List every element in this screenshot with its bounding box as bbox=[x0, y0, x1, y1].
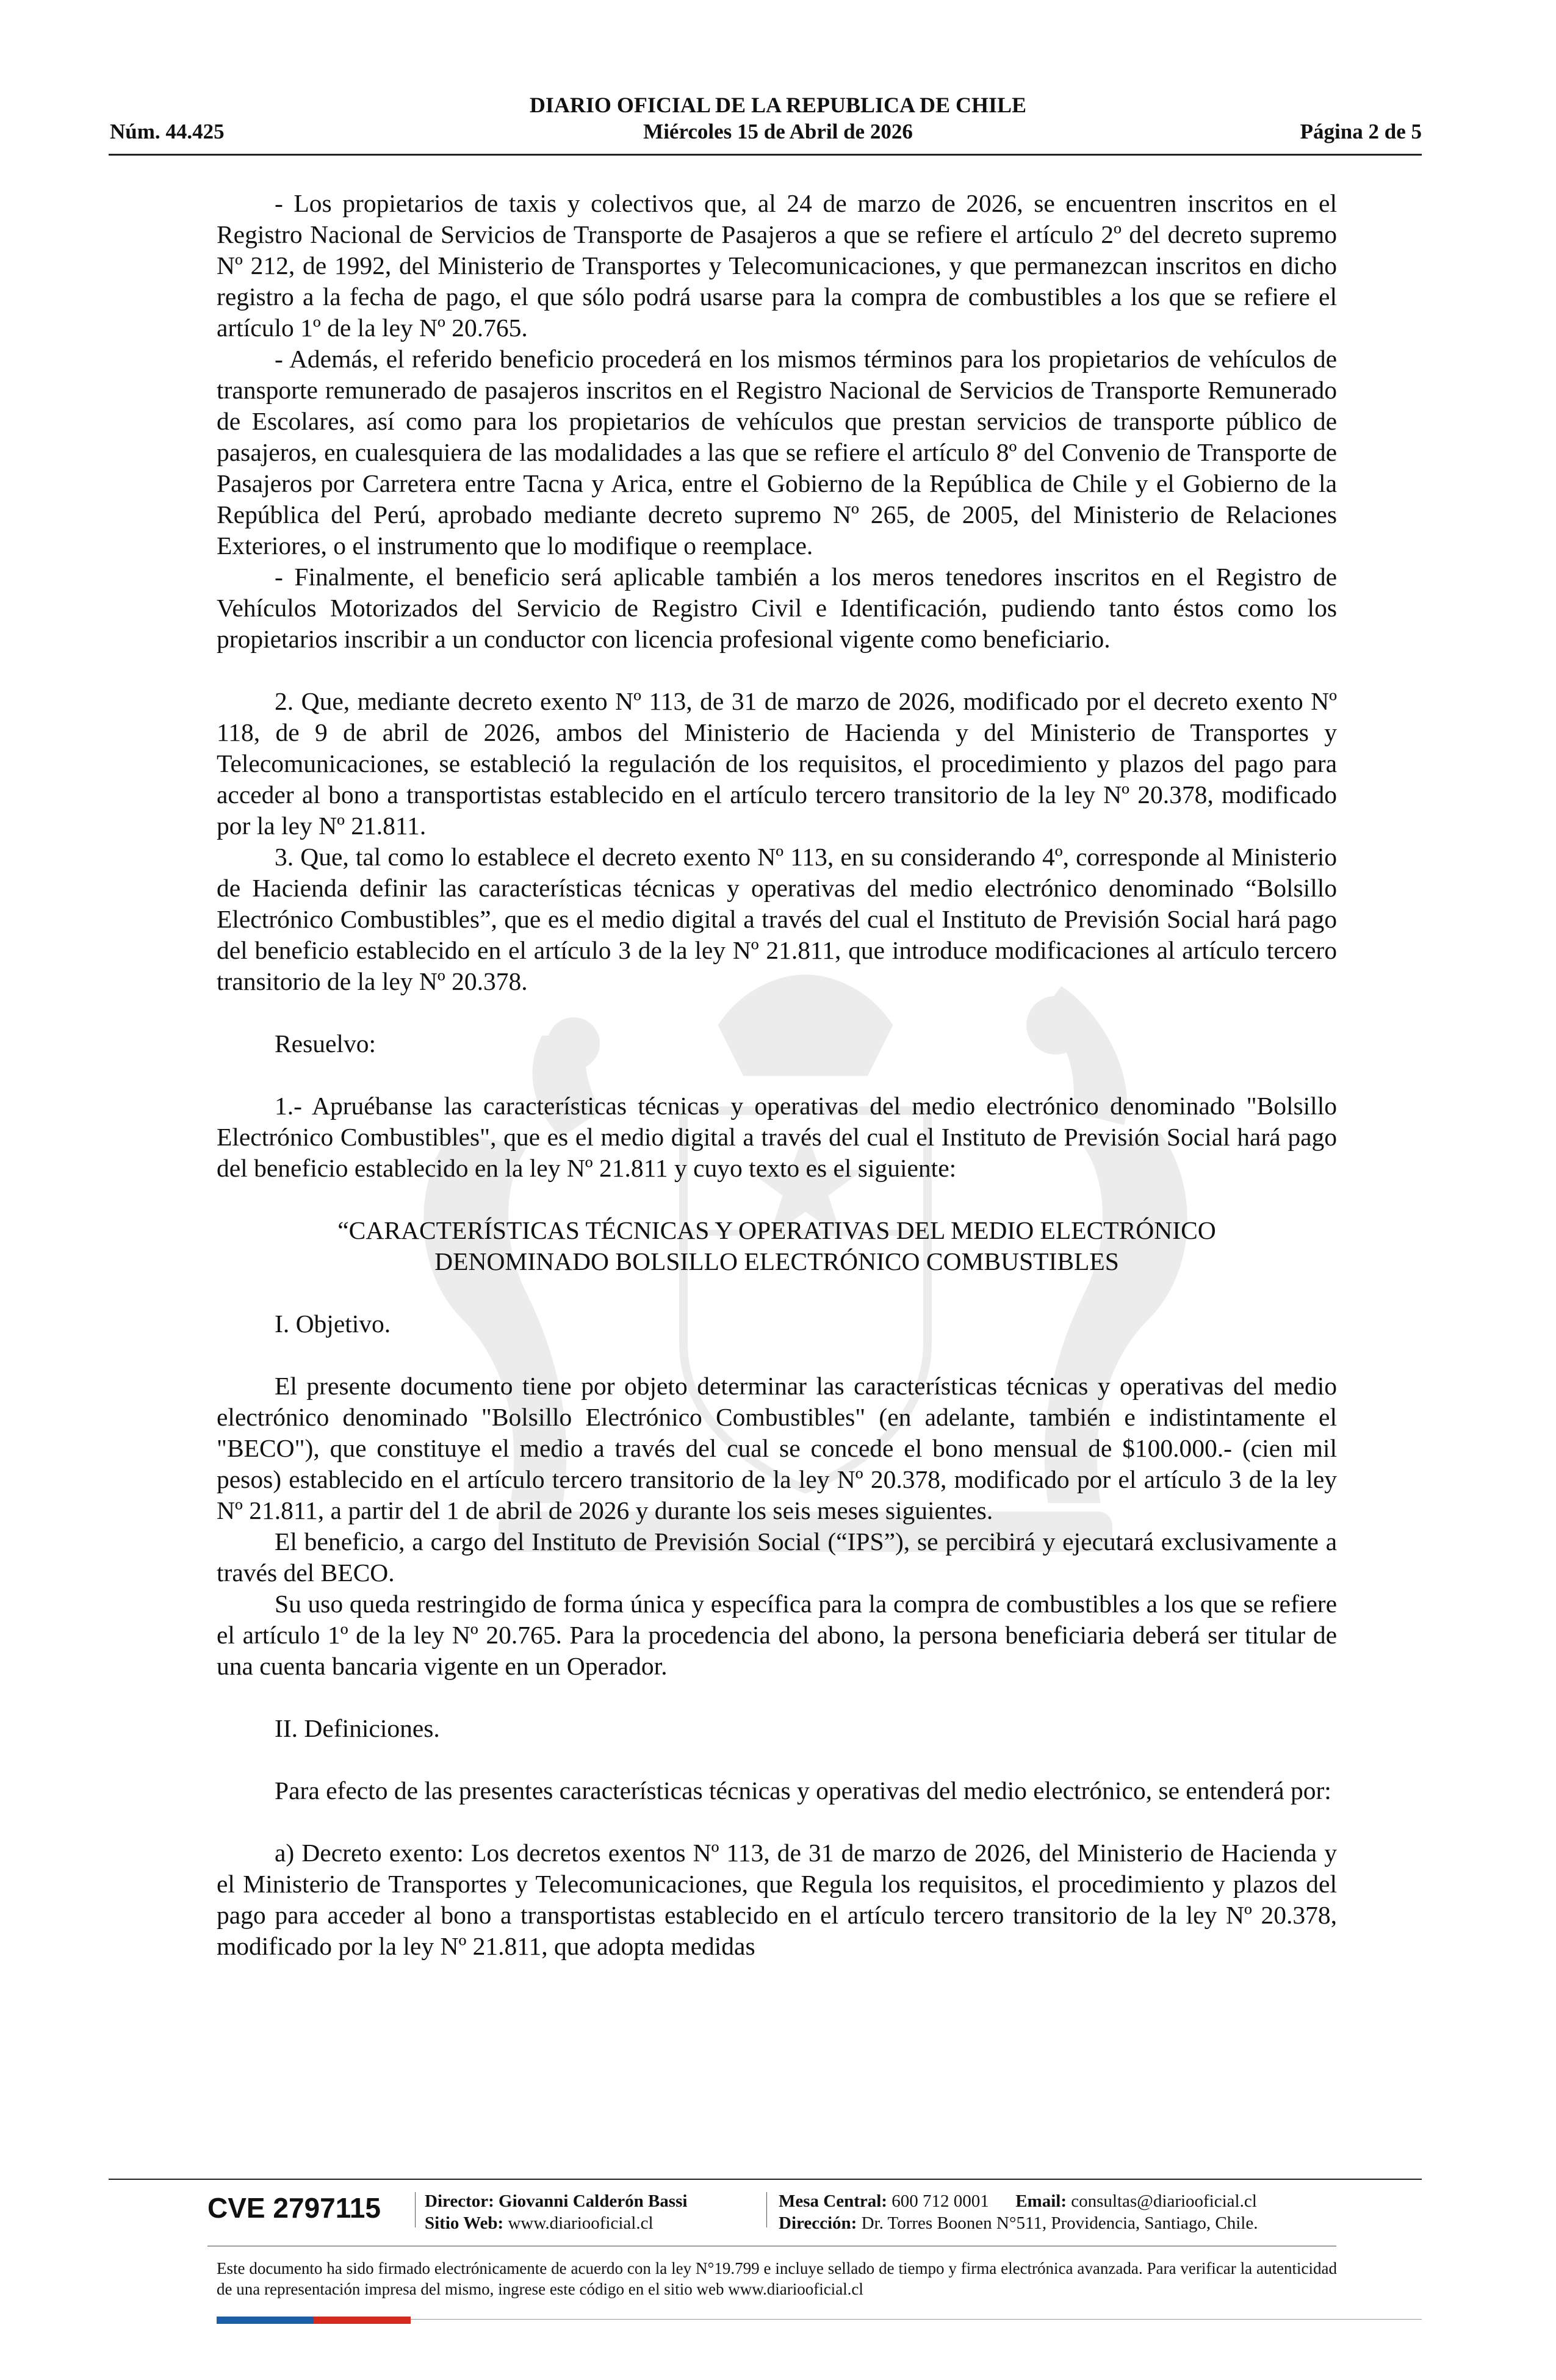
paragraph-ministry-hacienda: 3. Que, tal como lo establece el decreto exento Nº 113, en su considerando 4º, corresponde al Ministerio de Hacienda definir las características técnicas y operativas del medio electrónico denominado “Bolsillo Electrónico Combustibles”, que es el medio digital a través del cual el Instituto de Previsión Social hará pago del beneficio establecido en el artículo 3 de la ley Nº 21.811, que introduce modificaciones al artículo tercero transitorio de la ley Nº 20.378. bbox=[217, 843, 1337, 995]
paragraph-approval: 1.- Apruébanse las características técnicas y operativas del medio electrónico denominado "Bolsillo Electrónico Combustibles", que es el medio digital a través del cual el Instituto de Previsión Social hará pago del beneficio establecido en la ley Nº 21.811 y cuyo texto es el siguiente: bbox=[217, 1092, 1337, 1182]
address-label: Dirección: bbox=[779, 2213, 857, 2233]
paragraph-objective: El presente documento tiene por objeto determinar las características técnicas y operativas del medio electrónico denominado "Bolsillo Electrónico Combustibles" (en adelante, también e indistintamente el "BECO"), que constituye el medio a través del cual se concede el bono mensual de $100.000.- (cien mil pesos) establecido en el artículo tercero transitorio de la ley Nº 20.378, modificado por el artículo 3 de la ley Nº 21.811, a partir del 1 de abril de 2026 y durante los seis meses siguientes. bbox=[217, 1372, 1337, 1524]
section-objective-heading: I. Objetivo. bbox=[275, 1310, 391, 1338]
paragraph-definitions-intro: Para efecto de las presentes características técnicas y operativas del medio electrónico, se entenderá por: bbox=[275, 1776, 1331, 1805]
issue-date: Miércoles 15 de Abril de 2026 bbox=[643, 120, 913, 143]
footer-separator bbox=[766, 2192, 767, 2227]
footer-director bbox=[425, 2191, 687, 2212]
page-indicator: Página 2 de 5 bbox=[1300, 120, 1422, 143]
resolution-heading: Resuelvo: bbox=[275, 1030, 376, 1058]
phone-number: 600 712 0001 bbox=[891, 2191, 989, 2211]
journal-title: DIARIO OFICIAL DE LA REPUBLICA DE CHILE bbox=[529, 93, 1027, 117]
paragraph-ips-benefit: El beneficio, a cargo del Instituto de Previsión Social (“IPS”), se percibirá y ejecutará exclusivamente a través del BECO. bbox=[217, 1527, 1337, 1587]
director-name: Giovanni Calderón Bassi bbox=[499, 2191, 688, 2211]
paragraph-decree-113: 2. Que, mediante decreto exento Nº 113, de 31 de marzo de 2026, modificado por el decreto exento Nº 118, de 9 de abril de 2026, ambos del Ministerio de Hacienda y del Ministerio de Transportes y Telecomunicaciones, se estableció la regulación de los requisitos, el procedimiento y plazos del pago para acceder al bono a transportistas establecido en el artículo tercero transitorio de la ley Nº 20.378, modificado por la ley Nº 21.811. bbox=[217, 687, 1337, 840]
email-label: Email: bbox=[1015, 2191, 1067, 2211]
annex-title-line1: “CARACTERÍSTICAS TÉCNICAS Y OPERATIVAS DEL MEDIO ELECTRÓNICO bbox=[337, 1216, 1216, 1244]
address-text: Dr. Torres Boonen N°511, Providencia, Santiago, Chile. bbox=[861, 2213, 1258, 2233]
footer-website bbox=[425, 2213, 654, 2234]
paragraph-vehicle-holders: - Finalmente, el beneficio será aplicable también a los meros tenedores inscritos en el Registro de Vehículos Motorizados del Servicio de Registro Civil e Identificación, pudiendo tanto éstos como los propietarios inscribir a un conductor con licencia profesional vigente como beneficiario. bbox=[217, 563, 1337, 653]
director-label: Director: bbox=[425, 2191, 494, 2211]
document-body bbox=[217, 188, 1337, 1962]
header-divider bbox=[109, 154, 1422, 156]
website-link[interactable]: www.diariooficial.cl bbox=[508, 2213, 654, 2233]
annex-title-line2: DENOMINADO BOLSILLO ELECTRÓNICO COMBUSTIBLES bbox=[434, 1247, 1119, 1275]
signature-notice: Este documento ha sido firmado electrónicamente de acuerdo con la ley N°19.799 e incluye sellado de tiempo y firma electrónica avanzada. Para verificar la autenticidad de una representación impresa del mismo, ingrese este código en el sitio web www.diariooficial.cl bbox=[217, 2259, 1337, 2298]
flag-red-band bbox=[314, 2317, 411, 2324]
phone-label: Mesa Central: bbox=[779, 2191, 887, 2211]
section-definitions-heading: II. Definiciones. bbox=[275, 1714, 440, 1742]
cve-code: CVE 2797115 bbox=[207, 2192, 381, 2224]
footer-divider bbox=[109, 2179, 1422, 2180]
definition-decreto-exento: a) Decreto exento: Los decretos exentos Nº 113, de 31 de marzo de 2026, del Ministerio de Hacienda y el Ministerio de Transportes y Telecomunicaciones, que Regula los requisitos, el procedimiento y plazos del pago para acceder al bono a transportistas establecido en el artículo tercero transitorio de la ley Nº 20.378, modificado por la ley Nº 21.811, que adopta medidas bbox=[217, 1839, 1337, 1960]
footer-separator bbox=[415, 2192, 416, 2227]
footer-address bbox=[779, 2213, 1258, 2234]
paragraph-usage-restriction: Su uso queda restringido de forma única y específica para la compra de combustibles a los que se refiere el artículo 1º de la ley Nº 20.765. Para la procedencia del abono, la persona beneficiaria deberá ser titular de una cuenta bancaria vigente en un Operador. bbox=[217, 1590, 1337, 1680]
paragraph-taxi-owners: - Los propietarios de taxis y colectivos que, al 24 de marzo de 2026, se encuentren inscritos en el Registro Nacional de Servicios de Transporte de Pasajeros a que se refiere el artículo 2º del decreto supremo Nº 212, de 1992, del Ministerio de Transportes y Telecomunicaciones, y que permanezcan inscritos en dicho registro a la fecha de pago, el que sólo podrá usarse para la compra de combustibles a los que se refiere el artículo 1º de la ley Nº 20.765. bbox=[217, 189, 1337, 342]
bottom-divider bbox=[411, 2319, 1422, 2320]
footer-contact bbox=[779, 2191, 1257, 2212]
flag-stripe bbox=[217, 2317, 411, 2324]
website-label: Sitio Web: bbox=[425, 2213, 504, 2233]
email-link[interactable]: consultas@diariooficial.cl bbox=[1071, 2191, 1257, 2211]
issue-number: Núm. 44.425 bbox=[110, 120, 225, 143]
flag-blue-band bbox=[217, 2317, 314, 2324]
paragraph-additional-beneficiaries: - Además, el referido beneficio procederá en los mismos términos para los propietarios de vehículos de transporte remunerado de pasajeros inscritos en el Registro Nacional de Servicios de Transporte Remunerado de Escolares, así como para los propietarios de vehículos que prestan servicios de transporte público de pasajeros, en cualesquiera de las modalidades a las que se refiere el artículo 8º del Convenio de Transporte de Pasajeros por Carretera entre Tacna y Arica, entre el Gobierno de la República de Chile y el Gobierno de la República del Perú, aprobado mediante decreto supremo Nº 265, de 2005, del Ministerio de Relaciones Exteriores, o el instrumento que lo modifique o reemplace. bbox=[217, 345, 1337, 560]
